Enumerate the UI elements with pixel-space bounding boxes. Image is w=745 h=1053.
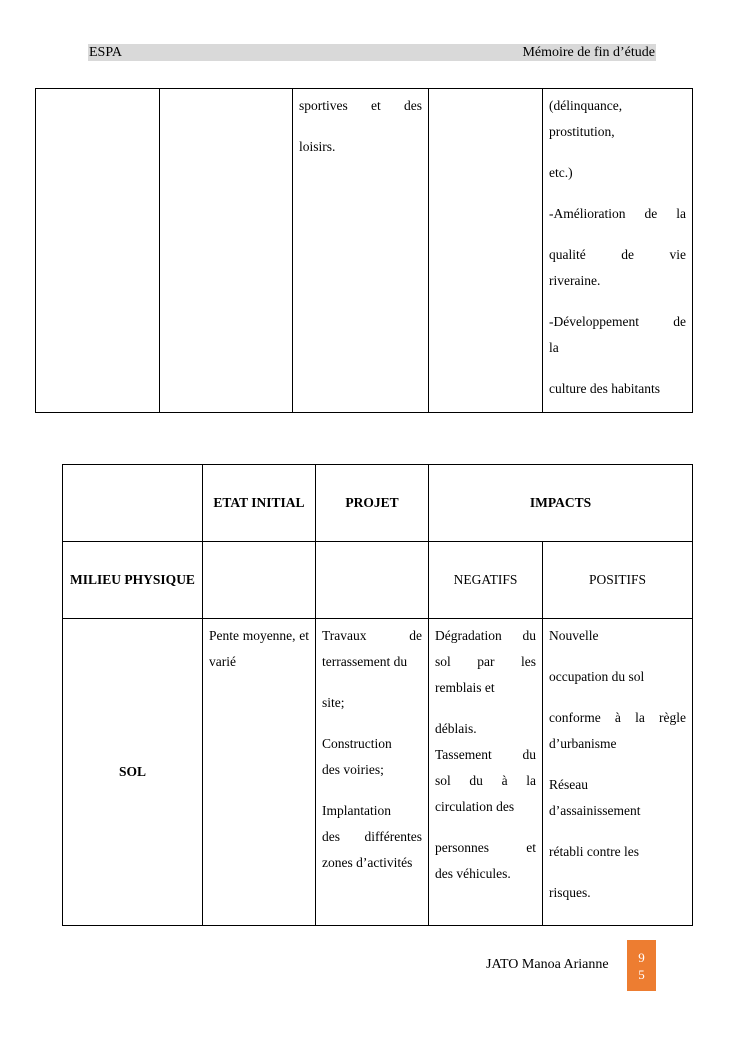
page-number-bottom: 5 [638, 967, 645, 982]
row-label-sol: SOL [63, 619, 203, 926]
negatifs-cell: Dégradation du sol par les remblais et déblais. Tassement du sol du à la circulation des personnes et des véhicules. [429, 619, 543, 926]
header-left: ESPA [89, 44, 122, 60]
table-row [63, 619, 693, 926]
table-header-row [63, 465, 693, 542]
header-impacts: IMPACTS [429, 465, 693, 542]
corner-cell [63, 465, 203, 542]
sol-impact-table [62, 464, 693, 926]
empty-cell [160, 89, 293, 413]
footer-author: JATO Manoa Arianne [486, 957, 609, 972]
impacts-positifs-cell: (délinquance, prostitution, etc.) -Amélioration de la qualité de vie riveraine. -Développement de la culture des habitants [543, 89, 693, 413]
etat-initial-cell: Pente moyenne, et varié [203, 619, 316, 926]
empty-cell [36, 89, 160, 413]
header-right: Mémoire de fin d’étude [522, 44, 655, 60]
empty-cell [429, 89, 543, 413]
page-header [88, 44, 656, 61]
table-row [36, 89, 693, 413]
header-milieu-physique: MILIEU PHYSIQUE [63, 542, 203, 619]
empty-cell [203, 542, 316, 619]
header-positifs: POSITIFS [543, 542, 693, 619]
projet-cell: Travaux de terrassement du site; Construction des voiries; Implantation des différentes zones d’activités [316, 619, 429, 926]
page-number-top: 9 [638, 950, 645, 965]
page-number-badge [627, 940, 656, 991]
positifs-cell: Nouvelle occupation du sol conforme à la règle d’urbanisme Réseau d’assainissement rétabli contre les risques. [543, 619, 693, 926]
loisirs-cell: sportives et des loisirs. [293, 89, 429, 413]
empty-cell [316, 542, 429, 619]
table-subheader-row [63, 542, 693, 619]
header-negatifs: NEGATIFS [429, 542, 543, 619]
continued-table [35, 88, 693, 413]
header-etat-initial: ETAT INITIAL [203, 465, 316, 542]
header-projet: PROJET [316, 465, 429, 542]
